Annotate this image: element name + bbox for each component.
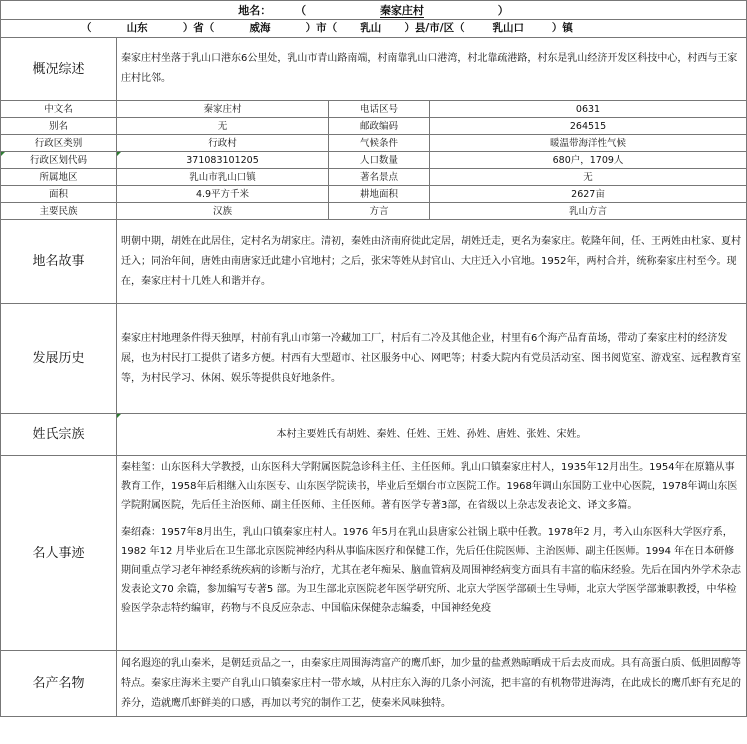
info-row xyxy=(1,118,747,135)
info-row xyxy=(1,135,747,152)
info-key: 别名 xyxy=(1,118,117,135)
products-text: 闻名遐迩的乳山秦米，是朝廷贡品之一，由秦家庄周围海湾富产的鹰爪虾，加少量的盐煮熟晾晒成干后去皮而成。具有高蛋白质、低胆固醇等特点。秦家庄海米主要产自乳山口镇秦家庄村一带水域，从村庄东入海的几条小河流，把丰富的有机物带进海湾，在此成长的鹰爪虾有充足的养分，造就鹰爪虾鲜美的口感，再加以考究的制作工艺，使秦米风味独特。 xyxy=(117,651,747,717)
address-sep-3: ）县/市/区（ xyxy=(404,22,465,34)
address-sep-4: ）镇 xyxy=(551,22,573,34)
title-close-paren: ） xyxy=(497,3,509,17)
info-key: 耕地面积 xyxy=(329,186,430,203)
title-label: 地名： xyxy=(238,3,272,17)
history-row xyxy=(1,304,747,414)
info-key: 主要民族 xyxy=(1,203,117,220)
title-row xyxy=(1,1,747,20)
people-row xyxy=(1,456,747,651)
info-value: 行政村 xyxy=(117,135,329,152)
info-value: 乳山方言 xyxy=(430,203,747,220)
info-value: 暖温带海洋性气候 xyxy=(430,135,747,152)
info-key: 面积 xyxy=(1,186,117,203)
products-heading: 名产名物 xyxy=(1,651,117,717)
info-row xyxy=(1,169,747,186)
info-key: 气候条件 xyxy=(329,135,430,152)
info-row xyxy=(1,152,747,169)
history-heading: 发展历史 xyxy=(1,304,117,414)
info-row xyxy=(1,203,747,220)
info-key: 行政区划代码 xyxy=(1,152,117,169)
info-value: 无 xyxy=(430,169,747,186)
story-heading: 地名故事 xyxy=(1,220,117,304)
clan-row xyxy=(1,414,747,456)
story-text: 明朝中期，胡姓在此居住，定村名为胡家庄。清初，秦姓由济南府徙此定居，胡姓迁走，更名为秦家庄。乾隆年间，任、王两姓由杜家、夏村迁入；同治年间，唐姓由南唐家迁此建小官地村；之后，张宋等姓从封官山、大庄迁入小官地。1952年，两村合并，统称秦家庄村至今。现在，秦家庄村十几姓人和谐并存。 xyxy=(117,220,747,304)
products-row xyxy=(1,651,747,717)
overview-row xyxy=(1,38,747,101)
history-text: 秦家庄村地理条件得天独厚，村前有乳山市第一冷藏加工厂，村后有二冷及其他企业，村里有6个海产品育苗场，带动了秦家庄村的经济发展，也为村民打工提供了诸多方便。村西有大型超市、社区服务中心、网吧等；村委大院内有党员活动室、图书阅览室、游戏室、远程教育室等，为村民学习、休闲、娱乐等提供良好地条件。 xyxy=(117,304,747,414)
info-key: 中文名 xyxy=(1,101,117,118)
info-key: 所属地区 xyxy=(1,169,117,186)
info-key: 著名景点 xyxy=(329,169,430,186)
clan-heading: 姓氏宗族 xyxy=(1,414,117,456)
info-row xyxy=(1,101,747,118)
info-row xyxy=(1,186,747,203)
address-province: 山东 xyxy=(126,22,148,34)
info-value: 680户，1709人 xyxy=(430,152,747,169)
people-text xyxy=(117,456,747,651)
info-value: 2627亩 xyxy=(430,186,747,203)
title-value: 秦家庄村 xyxy=(379,3,424,17)
info-key: 电话区号 xyxy=(329,101,430,118)
info-key: 邮政编码 xyxy=(329,118,430,135)
info-value: 乳山市乳山口镇 xyxy=(117,169,329,186)
info-value: 0631 xyxy=(430,101,747,118)
story-row xyxy=(1,220,747,304)
info-value: 371083101205 xyxy=(117,152,329,169)
overview-heading: 概况综述 xyxy=(1,38,117,101)
info-value: 秦家庄村 xyxy=(117,101,329,118)
people-paragraph-2: 秦绍森：1957年8月出生，乳山口镇秦家庄村人。1976 年5月在乳山县唐家公社锅上联中任教。1978年2 月，考入山东医科大学医疗系，1982 年12 月毕业后在卫生部北京医院神经内科从事临床医疗和保健工作，先后任住院医师、主治医师、副主任医师。1994 年在日本研修期间重点学习老年神经系统疾病的诊断与治疗，尤其在老年痴呆、脑血管病及周围神经病变方面具有丰富的临床经验。先后在国内外学术杂志发表论文70 余篇，参加编写专著5 部。为卫生部北京医院老年医学研究所、北京大学医学部硕士生导师，北京大学医学部兼职教授，中华检验医学杂志特约编审，药物与不良反应杂志、中国临床保健杂志编委，中国神经免疫 xyxy=(121,527,741,614)
info-value: 汉族 xyxy=(117,203,329,220)
address-county: 乳山 xyxy=(360,22,382,34)
address-sep-2: ）市（ xyxy=(305,22,338,34)
address-sep-1: ）省（ xyxy=(182,22,215,34)
info-key: 行政区类别 xyxy=(1,135,117,152)
info-value: 无 xyxy=(117,118,329,135)
info-value: 264515 xyxy=(430,118,747,135)
info-key: 方言 xyxy=(329,203,430,220)
clan-text: 本村主要姓氏有胡姓、秦姓、任姓、王姓、孙姓、唐姓、张姓、宋姓。 xyxy=(117,414,747,456)
address-paren-1: （ xyxy=(81,22,92,34)
address-row xyxy=(1,20,747,38)
people-heading: 名人事迹 xyxy=(1,456,117,651)
info-key: 人口数量 xyxy=(329,152,430,169)
title-open-paren: （ xyxy=(295,3,307,17)
info-value: 4.9平方千米 xyxy=(117,186,329,203)
people-paragraph-1: 秦桂玺：山东医科大学教授，山东医科大学附属医院急诊科主任、主任医师。乳山口镇秦家庄村人，1935年12月出生。1954年在原籍从事教育工作，1958年后相继入山东医专、山东医学院读书，毕业后至烟台市立医院工作。1968年调山东国防工业中心医院，1978年调山东医学院附属医院，先后任主治医师、副主任医师、主任医师。著有医学专著3部，在省级以上杂志发表论文、译文多篇。 xyxy=(121,462,738,511)
address-city: 威海 xyxy=(249,22,271,34)
overview-text: 秦家庄村坐落于乳山口港东6公里处，乳山市青山路南端，村南靠乳山口港湾，村北靠疏港路，村东是乳山经济开发区科技中心，村西与王家庄村比邻。 xyxy=(117,38,747,101)
address-town: 乳山口 xyxy=(492,22,525,34)
